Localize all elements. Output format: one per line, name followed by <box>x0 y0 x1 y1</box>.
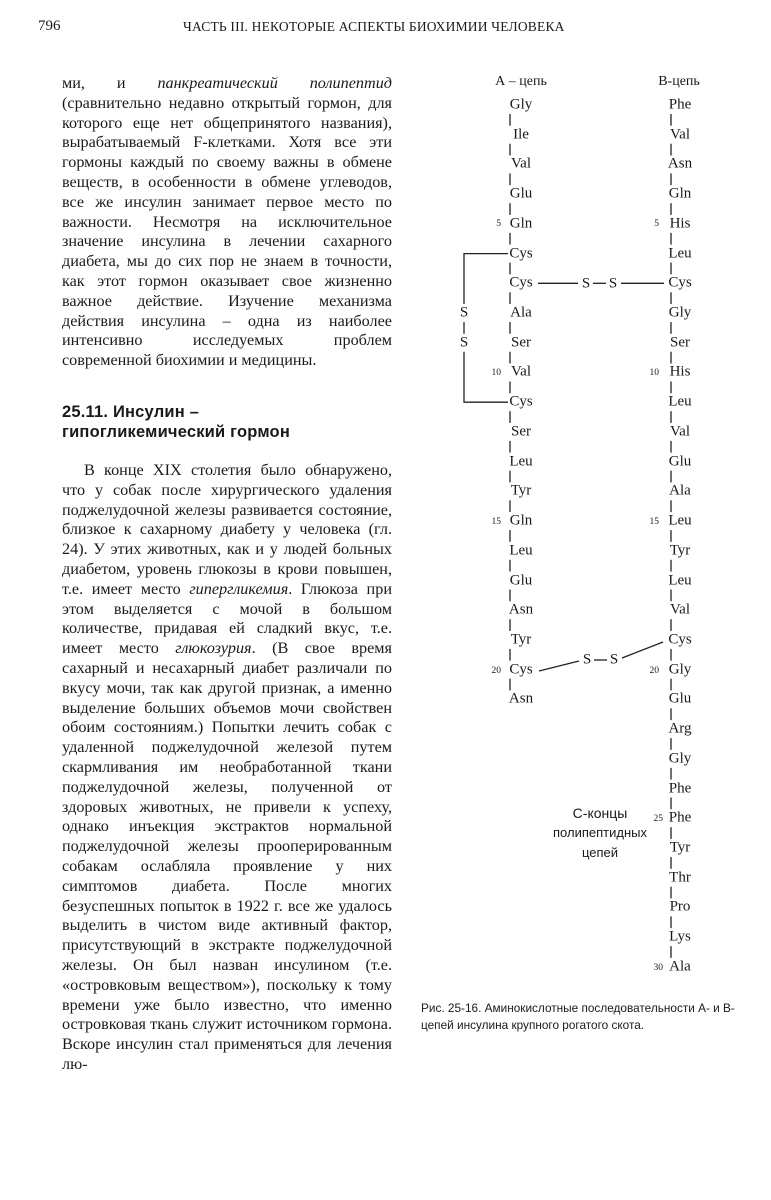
italic-term: панкреатический полипептид <box>157 74 392 92</box>
residue-b-12: Val <box>670 423 690 440</box>
residue-b-21: Glu <box>668 690 692 707</box>
residue-b-30: Ala <box>669 958 691 975</box>
residue-b-20: Gly <box>668 661 692 678</box>
residue-b-9: Ser <box>670 334 690 351</box>
residue-a-14: Tyr <box>510 482 532 499</box>
residue-a-3: Val <box>511 155 531 172</box>
residue-b-27: Thr <box>669 869 691 886</box>
residue-b-24: Phe <box>668 780 692 797</box>
residue-b-25: Phe <box>668 809 692 826</box>
c-terminus-line1: С-концы <box>572 805 628 821</box>
residue-b-17: Leu <box>668 572 692 589</box>
residue-a-4: Glu <box>509 185 533 202</box>
residue-b-14: Ala <box>669 482 691 499</box>
position-number: 10 <box>491 368 501 378</box>
chain-b-label: В-цепь <box>658 74 700 89</box>
residue-b-7: Cys <box>668 274 692 291</box>
residue-b-15: Leu <box>668 512 692 529</box>
residue-b-19: Cys <box>668 631 692 648</box>
running-head: ЧАСТЬ III. НЕКОТОРЫЕ АСПЕКТЫ БИОХИМИИ ЧЕЛОВЕКА <box>183 19 565 34</box>
residue-b-26: Tyr <box>669 839 691 856</box>
residue-a-9: Ser <box>511 334 531 351</box>
residue-a-11: Cys <box>509 393 533 410</box>
position-number: 5 <box>496 219 501 229</box>
position-number: 25 <box>653 814 663 824</box>
sulfur-atom: S <box>608 275 618 292</box>
residue-a-15: Gln <box>509 512 533 529</box>
sulfur-atom: S <box>581 275 591 292</box>
residue-b-16: Tyr <box>669 542 691 559</box>
residue-a-17: Glu <box>509 572 533 589</box>
residue-a-2: Ile <box>513 126 529 143</box>
residue-a-8: Ala <box>510 304 532 321</box>
sulfur-atom: S <box>582 651 592 668</box>
residue-a-13: Leu <box>509 453 533 470</box>
residue-b-8: Gly <box>668 304 692 321</box>
section-heading-line1: 25.11. Инсулин – <box>62 403 200 421</box>
position-number: 30 <box>653 963 663 973</box>
residue-a-5: Gln <box>509 215 533 232</box>
residue-b-6: Leu <box>668 245 692 262</box>
chain-a-label: А – цепь <box>495 74 547 89</box>
residue-a-7: Cys <box>509 274 533 291</box>
italic-term-glucosuria: глюкозурия <box>175 639 252 658</box>
residue-a-12: Ser <box>511 423 531 440</box>
text-run: В конце XIX столетия было обнаружено, что у собак после хирургического удаления поджелудочной железы развивается состояние, близкое к сахарному диабету у человека (гл. 24). У этих животных, как и у людей больных диабетом, уровень глюкозы в крови повышен, т.е. имеет место <box>62 461 392 598</box>
position-number: 20 <box>649 666 659 676</box>
sulfur-atom: S <box>609 651 619 668</box>
c-terminus-label <box>540 803 660 863</box>
residue-a-1: Gly <box>509 96 533 113</box>
residue-b-1: Phe <box>668 96 692 113</box>
residue-a-16: Leu <box>509 542 533 559</box>
residue-b-18: Val <box>670 601 690 618</box>
residue-b-29: Lys <box>669 928 691 945</box>
residue-b-23: Gly <box>668 750 692 767</box>
residue-a-19: Tyr <box>510 631 532 648</box>
residue-b-4: Gln <box>668 185 692 202</box>
residue-b-3: Asn <box>667 155 693 172</box>
residue-b-22: Arg <box>668 720 692 737</box>
text-run: . Глюкоза при этом выделяется с мочой в большом количестве, придавая ей сладкий вкус, т.е. имеет место <box>62 579 392 658</box>
text-run: (сравнительно недавно открытый гормон, для которого еще нет общепринятого названия), вырабатываемый F-клетками. Хотя все эти гормоны каждый по своему важны в обмене веществ, в особенности в обмене углеводов, все же инсулин занимает первое место по важности. Несмотря на исключительное значение инсулина в лечении сахарного диабета, мы до сих пор не знаем в точности, как этот гормон оказывает свое жизненно важное действие. Изучение механизма действия инсулина – одна из наиболее интенсивно исследуемых проблем современной биохимии и медицины. <box>62 93 392 370</box>
c-terminus-line2: полипептидных <box>553 825 647 840</box>
residue-a-21: Asn <box>508 690 534 707</box>
residue-a-10: Val <box>511 363 531 380</box>
residue-b-10: His <box>669 363 691 380</box>
figure-caption: Рис. 25-16. Аминокислотные последовательности А- и В-цепей инсулина крупного рогатого скота. <box>421 1001 735 1032</box>
position-number: 5 <box>654 219 659 229</box>
page-number: 796 <box>38 18 61 34</box>
position-number: 15 <box>491 517 501 527</box>
position-number: 20 <box>491 666 501 676</box>
residue-a-20: Cys <box>509 661 533 678</box>
residue-b-28: Pro <box>669 898 691 915</box>
italic-term-hyperglycemia: гипергликемия <box>189 579 289 598</box>
residue-b-2: Val <box>670 126 690 143</box>
residue-a-6: Cys <box>509 245 533 262</box>
text-run: ми, и <box>62 74 158 92</box>
residue-b-13: Glu <box>668 453 692 470</box>
position-number: 15 <box>649 517 659 527</box>
c-terminus-line3: цепей <box>581 845 619 860</box>
section-heading-line2: гипогликемический гормон <box>62 423 290 441</box>
residue-b-5: His <box>669 215 691 232</box>
text-run: . (В свое время сахарный и несахарный диабет различали по вкусу мочи, так как другой признак, а именно выделение больших объемов мочи свойствен обоим состояниям.) Попытки лечить собак с удаленной поджелудочной железой путем скармливания им необработанной ткани поджелудочной железы, полученной от здоровых животных, не привели к успеху, однако инъекция экстрактов нормальной поджелудочной железы прооперированным собакам ослабляла проявление у них симптомов диабета. После многих безуспешных попыток в 1922 г. все же удалось выделить в чистом виде активный фактор, присутствующий в экстракте поджелудочной железы. Он был назван инсулином (т.е. «островковым веществом»), поскольку к тому времени уже было известно, что именно островковая ткань служит источником гормона. Вскоре инсулин стал применяться для лечения лю- <box>62 639 392 1073</box>
position-number: 10 <box>649 368 659 378</box>
residue-b-11: Leu <box>668 393 692 410</box>
sulfur-atom: S <box>459 304 469 321</box>
residue-a-18: Asn <box>508 601 534 618</box>
sulfur-atom: S <box>459 334 469 351</box>
